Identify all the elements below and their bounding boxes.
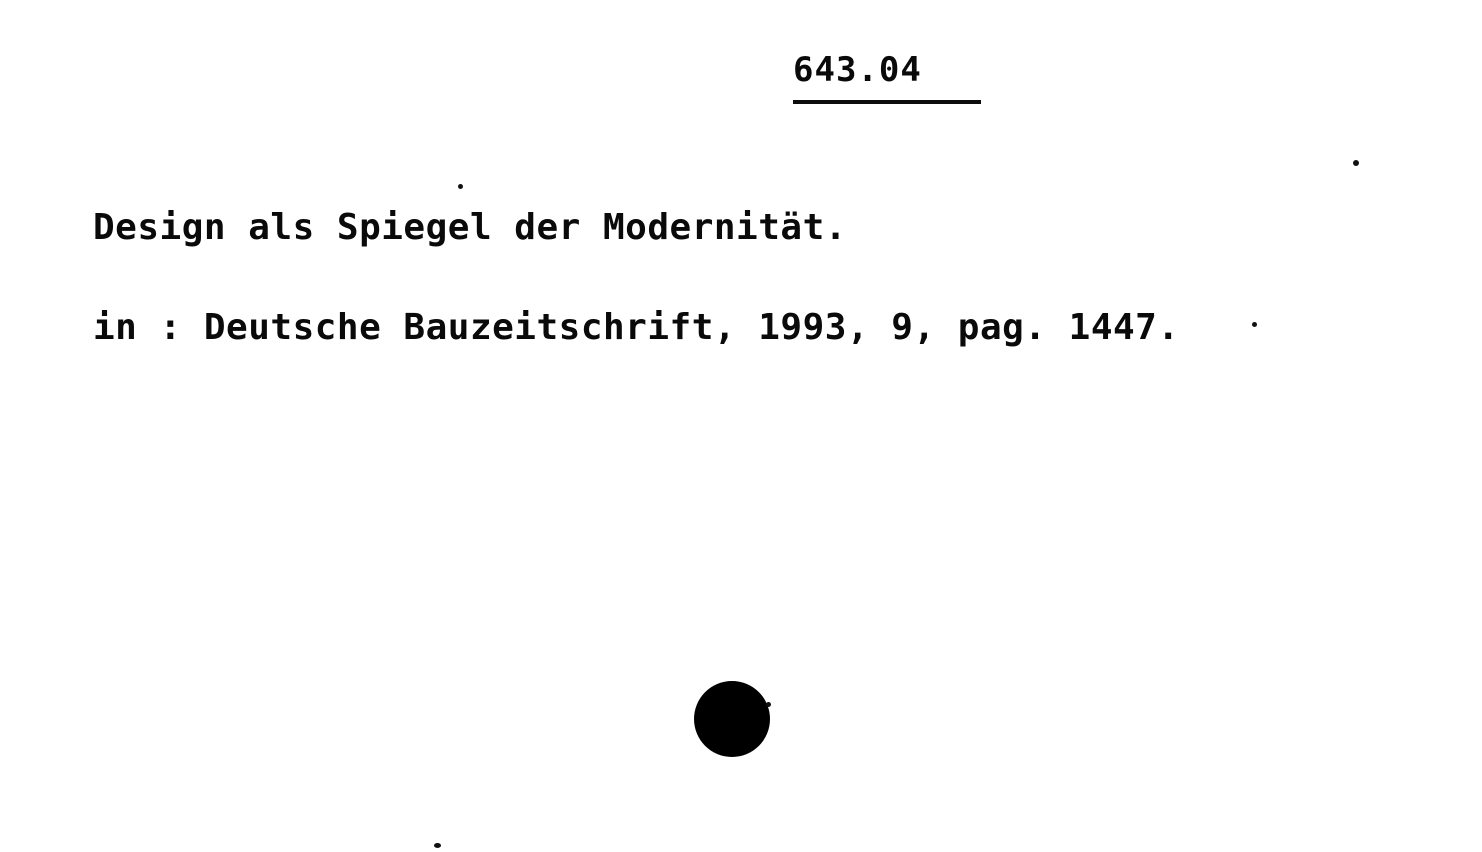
entry-source-citation: in : Deutsche Bauzeitschrift, 1993, 9, pag. 1447.	[93, 307, 1180, 348]
classmark-number: 643.04	[793, 50, 922, 90]
punch-hole-dot-icon	[694, 681, 770, 757]
ink-speck-icon	[434, 843, 441, 848]
ink-speck-icon	[1252, 322, 1257, 327]
classmark-underline	[793, 100, 981, 104]
ink-speck-icon	[1353, 160, 1359, 166]
ink-speck-icon	[766, 702, 771, 707]
entry-title: Design als Spiegel der Modernität.	[93, 207, 847, 248]
ink-speck-icon	[458, 184, 463, 189]
